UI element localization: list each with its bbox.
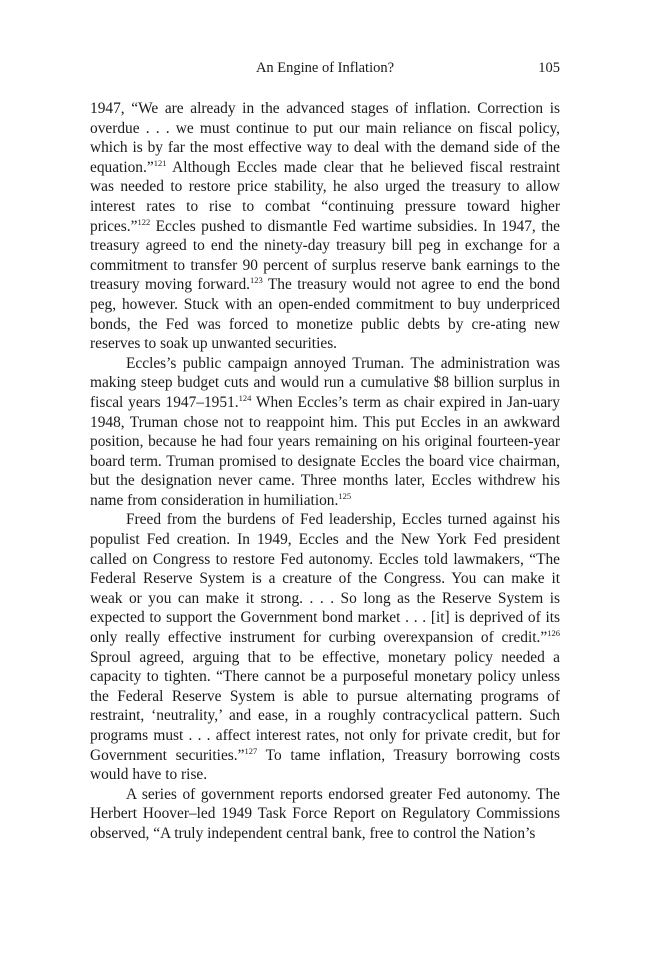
text-run: Freed from the burdens of Fed leadership, Eccles turned against his populist Fed creation. In 1949, Eccles and the New York Fed president called on Congress to restore Fed autonomy. Eccles told lawmakers, “The Federal Reserve System is a creature of the Congress. You can make it weak or you can make it strong. . . . So long as the Reserve System is expected to support the Government bond market . . . [it] is deprived of its only really effective instrument for curbing overexpansion of credit.” bbox=[90, 511, 560, 647]
text-run: Eccles pushed to dismantle Fed wartime subsidies. In 1947, the treasury agreed to end the ninety-day treasury bill peg in exchange for a commitment to transfer 90 percent of surplus reserve bank earnings to the treasury moving forward. bbox=[90, 217, 560, 294]
running-title: An Engine of Inflation? bbox=[255, 60, 395, 76]
paragraph bbox=[90, 510, 560, 784]
paragraph bbox=[90, 785, 560, 844]
text-run: 1947, “We are already in the advanced stages of inflation. Correction is overdue . . . we must continue to put our main reliance on fiscal policy, which is by far the most effective way to deal with the demand side of the equation.” bbox=[90, 100, 560, 176]
body-text bbox=[90, 99, 560, 844]
paragraph bbox=[90, 354, 560, 511]
text-run: Although Eccles made clear that he believed fiscal restraint was needed to restore price stability, he also urged the treasury to allow interest rates to rise to combat “continuing pressure toward higher prices.” bbox=[90, 158, 560, 235]
footnote-ref: 125 bbox=[338, 490, 352, 501]
footnote-ref: 121 bbox=[153, 157, 167, 168]
text-run: Sproul agreed, arguing that to be effective, monetary policy needed a capacity to tighten. “There cannot be a purposeful monetary policy unless the Federal Reserve System is able to pursue alternating programs of restraint, ‘neutrality,’ and ease, in a roughly contracyclical pattern. Such programs must . . . affect interest rates, not only for private credit, but for Government securities.” bbox=[90, 648, 560, 764]
running-head bbox=[90, 60, 560, 82]
paragraph bbox=[90, 99, 560, 354]
footnote-ref: 122 bbox=[137, 216, 151, 227]
text-run: A series of government reports endorsed greater Fed autonomy. The Herbert Hoover–led 1949 Task Force Report on Regulatory Commissions observed, “A truly independent central bank, free to control the Nation’s bbox=[90, 785, 560, 842]
footnote-ref: 126 bbox=[547, 628, 560, 639]
footnote-ref: 124 bbox=[238, 392, 252, 403]
text-run: Eccles’s public campaign annoyed Truman. The administration was making steep budget cuts and would run a cumulative $8 billion surplus in fiscal years 1947–1951. bbox=[90, 354, 560, 411]
footnote-ref: 123 bbox=[250, 275, 263, 286]
text-run: To tame inflation, Treasury borrowing costs would have to rise. bbox=[90, 746, 561, 784]
text-run: The treasury would not agree to end the bond peg, however. Stuck with an open-ended commitment to buy underpriced bonds, the Fed was forced to monetize public debts by cre-ating new reserves to soak up unwanted securities. bbox=[90, 276, 560, 353]
text-run: When Eccles’s term as chair expired in Jan-uary 1948, Truman chose not to reappoint him. This put Eccles in an awkward position, because he had four years remaining on his original fourteen-year board term. Truman promised to designate Eccles the board vice chairman, but the designation never came. Three months later, Eccles withdrew his name from consideration in humiliation. bbox=[90, 393, 560, 509]
page-number: 105 bbox=[538, 60, 560, 76]
footnote-ref: 127 bbox=[244, 745, 258, 756]
